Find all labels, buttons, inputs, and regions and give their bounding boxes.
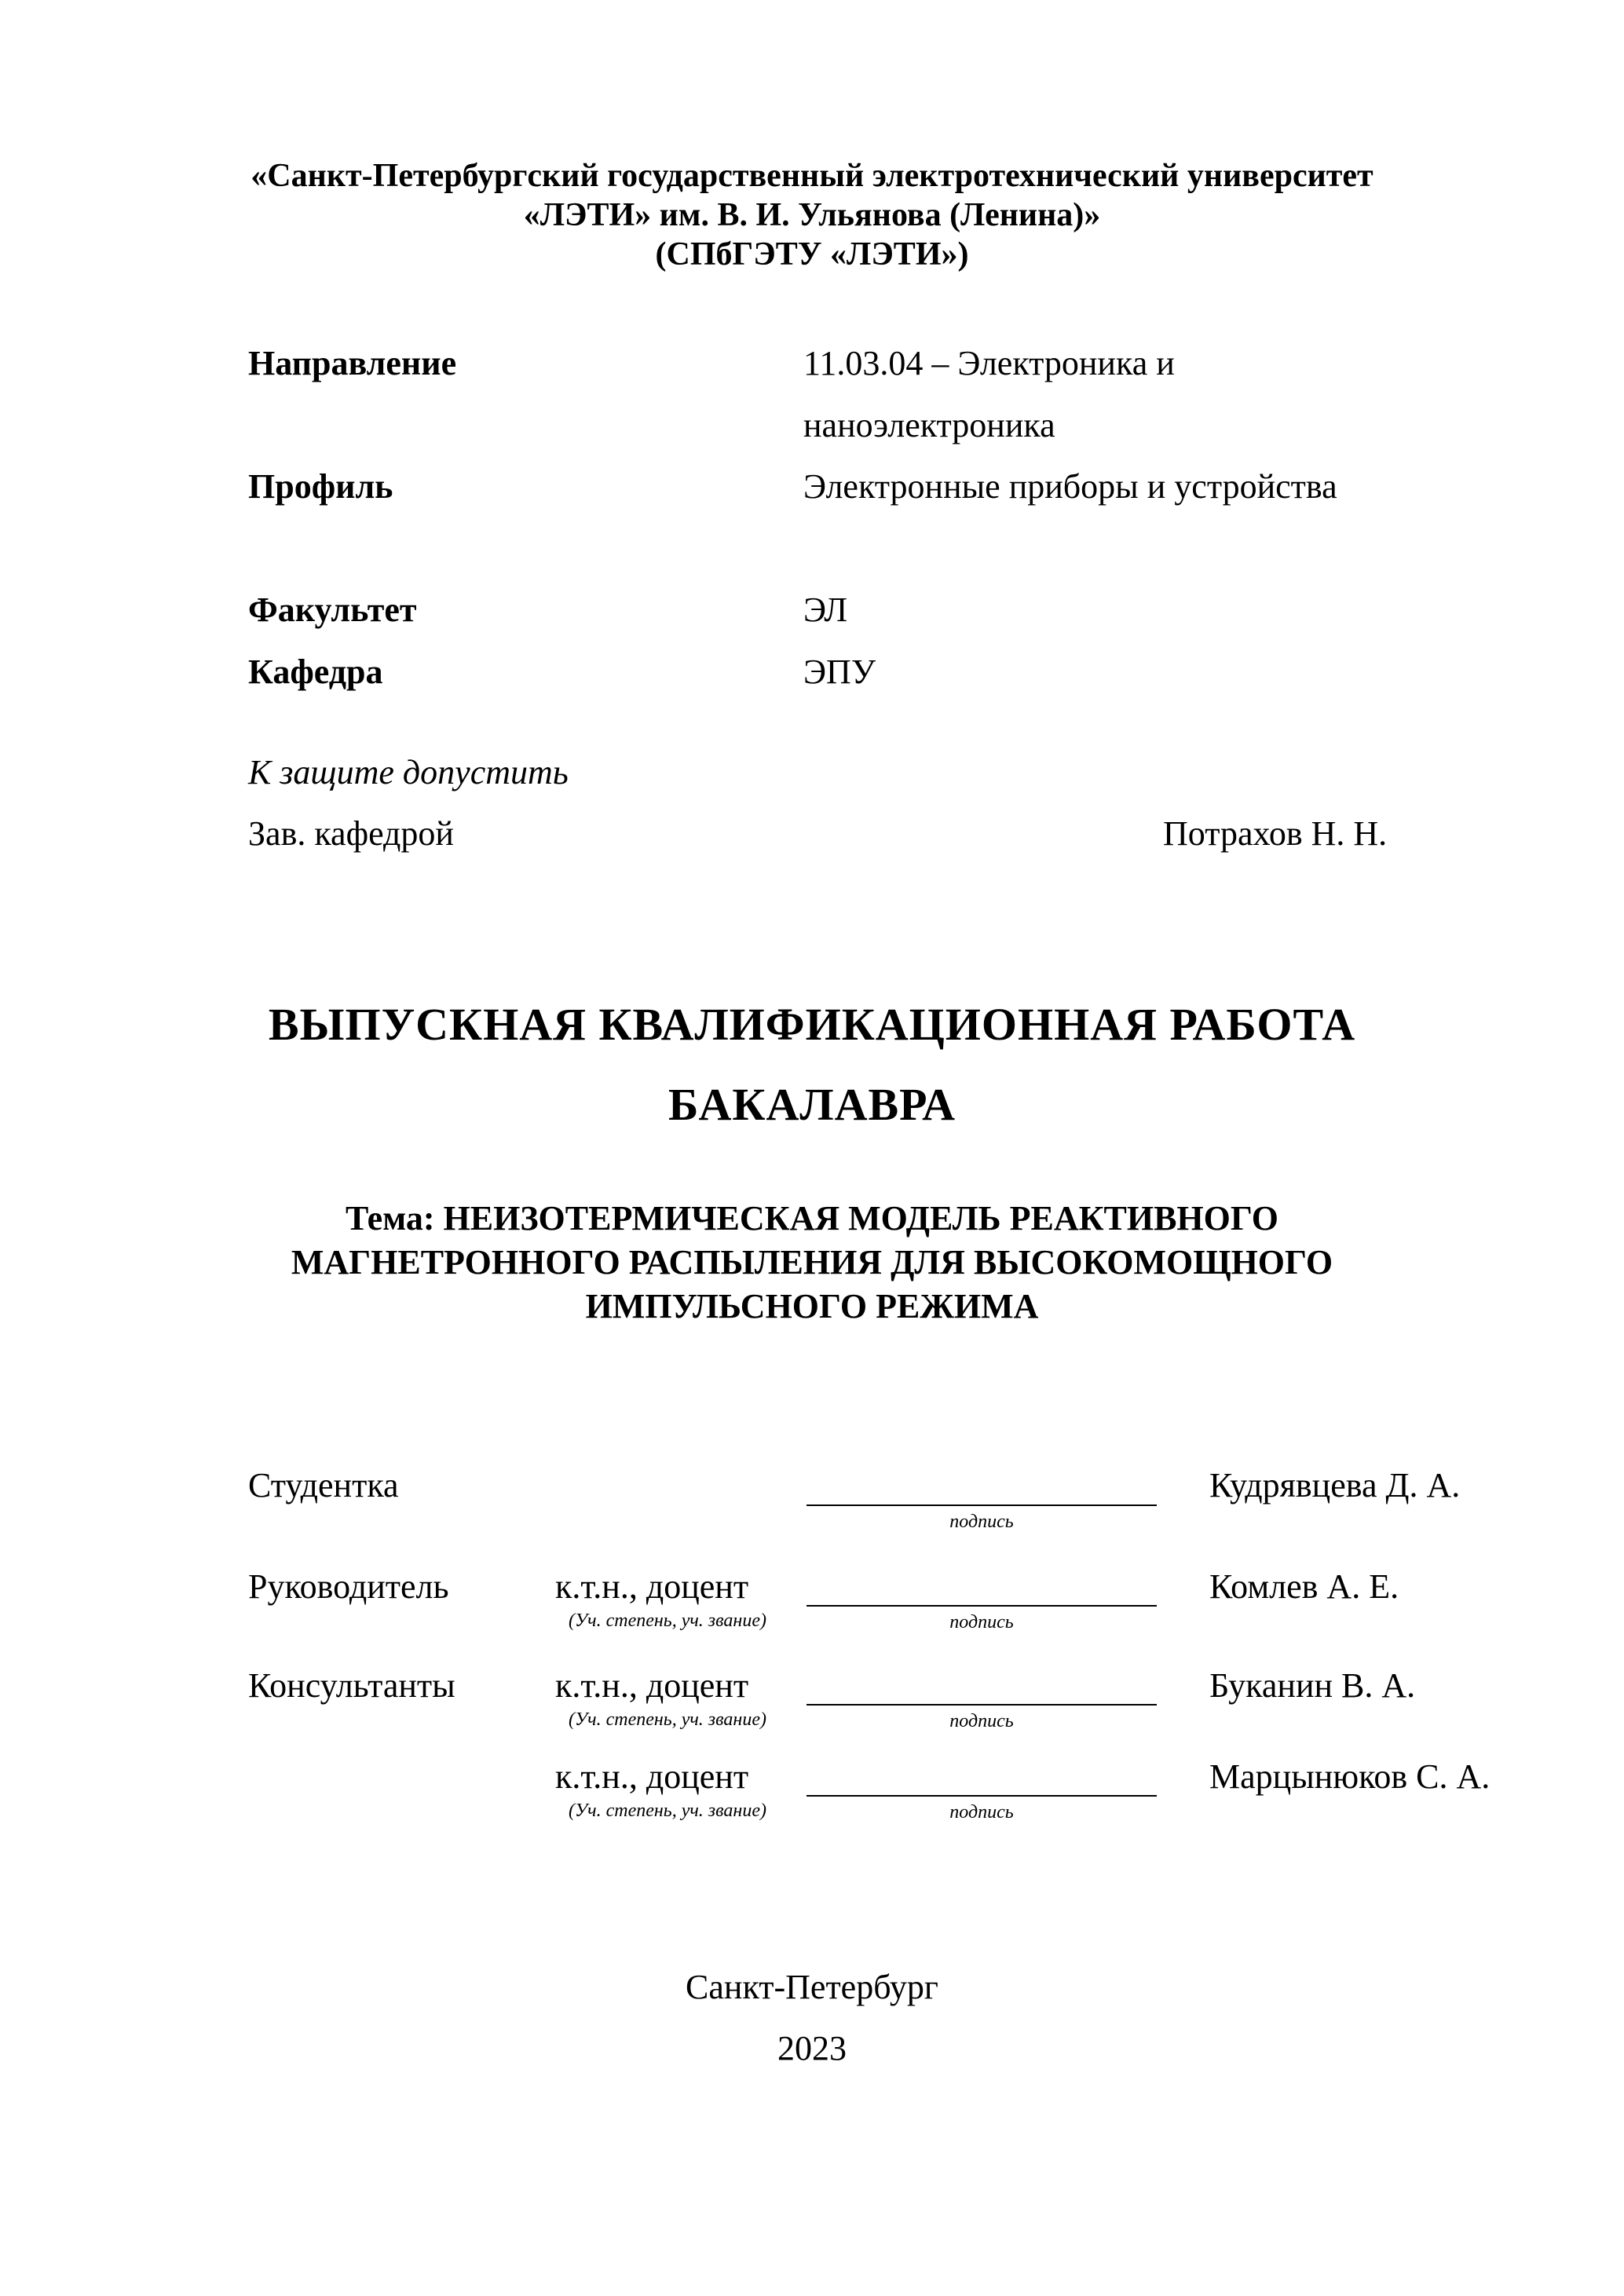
signature-line	[807, 1795, 1157, 1797]
university-name-line-2: «ЛЭТИ» им. В. И. Ульянова (Ленина)»	[523, 197, 1101, 233]
topic-line-3: ИМПУЛЬСНОГО РЕЖИМА	[585, 1287, 1039, 1325]
supervisor-degree: к.т.н., доцент	[555, 1567, 749, 1606]
signature-caption: подпись	[949, 1512, 1014, 1532]
department-label: Кафедра	[248, 653, 383, 691]
signature-caption: подпись	[949, 1802, 1014, 1823]
degree-caption: (Уч. степень, уч. звание)	[569, 1610, 766, 1631]
supervisor-role: Руководитель	[248, 1567, 449, 1606]
thesis-title-line-1: ВЫПУСКНАЯ КВАЛИФИКАЦИОННАЯ РАБОТА	[268, 999, 1356, 1050]
student-name: Кудрявцева Д. А.	[1209, 1466, 1461, 1504]
university-name-line-1: «Санкт-Петербургский государственный электротехнический университет	[251, 158, 1373, 194]
signature-caption: подпись	[949, 1612, 1014, 1632]
university-abbreviation: (СПбГЭТУ «ЛЭТИ»)	[655, 236, 969, 272]
consultants-role: Консультанты	[248, 1666, 455, 1705]
topic-line-1: Тема: НЕИЗОТЕРМИЧЕСКАЯ МОДЕЛЬ РЕАКТИВНОГО	[346, 1199, 1278, 1238]
faculty-value: ЭЛ	[803, 590, 848, 629]
city: Санкт-Петербург	[686, 1968, 938, 2006]
thesis-title-line-2: БАКАЛАВРА	[668, 1079, 956, 1130]
consultant-1-degree: к.т.н., доцент	[555, 1666, 749, 1705]
direction-label: Направление	[248, 344, 457, 382]
consultant-2-name: Марцынюков С. А.	[1209, 1757, 1490, 1796]
year: 2023	[777, 2029, 847, 2067]
signature-line	[807, 1704, 1157, 1706]
signature-caption: подпись	[949, 1711, 1014, 1731]
supervisor-name: Комлев А. Е.	[1209, 1567, 1399, 1606]
profile-label: Профиль	[248, 467, 393, 506]
direction-value-line-2: наноэлектроника	[803, 406, 1055, 444]
faculty-label: Факультет	[248, 590, 417, 629]
direction-value-line-1: 11.03.04 – Электроника и	[803, 344, 1175, 382]
department-value: ЭПУ	[803, 653, 876, 691]
student-role: Студентка	[248, 1466, 399, 1504]
degree-caption: (Уч. степень, уч. звание)	[569, 1709, 766, 1730]
head-of-department-name: Потрахов Н. Н.	[1163, 814, 1388, 853]
signature-line	[807, 1605, 1157, 1607]
degree-caption: (Уч. степень, уч. звание)	[569, 1801, 766, 1821]
signature-line	[807, 1504, 1157, 1506]
profile-value: Электронные приборы и устройства	[803, 467, 1337, 506]
topic-line-2: МАГНЕТРОННОГО РАСПЫЛЕНИЯ ДЛЯ ВЫСОКОМОЩНОГО	[291, 1243, 1333, 1281]
consultant-2-degree: к.т.н., доцент	[555, 1757, 749, 1796]
consultant-1-name: Буканин В. А.	[1209, 1666, 1416, 1705]
admit-to-defense: К защите допустить	[248, 753, 569, 792]
head-of-department-label: Зав. кафедрой	[248, 814, 454, 853]
